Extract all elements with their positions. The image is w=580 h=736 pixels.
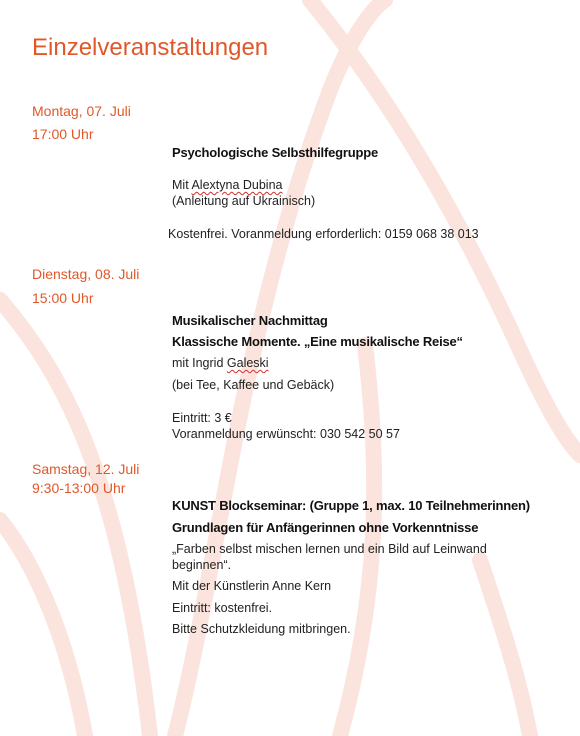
event-1-note: (Anleitung auf Ukrainisch)	[172, 194, 316, 208]
event-3-quote-line-1: „Farben selbst mischen lernen und ein Bild auf Leinwand	[172, 542, 487, 556]
event-3-subheading: Grundlagen für Anfängerinnen ohne Vorkenntnisse	[172, 520, 479, 535]
event-2-heading: Musikalischer Nachmittag	[172, 313, 328, 328]
event-3-date: Samstag, 12. Juli	[32, 461, 140, 477]
event-2-admission: Eintritt: 3 €	[172, 411, 232, 425]
event-2-host	[172, 356, 269, 370]
event-1-heading: Psychologische Selbsthilfegruppe	[172, 145, 378, 160]
event-2-host-name: Galeski	[226, 356, 269, 370]
event-2-time: 15:00 Uhr	[32, 290, 94, 306]
event-1-host	[172, 178, 282, 192]
event-3-heading: KUNST Blockseminar: (Gruppe 1, max. 10 Teilnehmerinnen)	[172, 498, 530, 513]
event-2-registration: Voranmeldung erwünscht: 030 542 50 57	[172, 427, 400, 441]
event-2-note: (bei Tee, Kaffee und Gebäck)	[172, 378, 335, 392]
event-1-time: 17:00 Uhr	[32, 126, 94, 142]
event-2-date: Dienstag, 08. Juli	[32, 266, 140, 282]
event-1-host-name: Alextyna Dubina	[191, 178, 283, 192]
event-1-host-prefix: Mit	[172, 178, 192, 192]
event-3-artist: Mit der Künstlerin Anne Kern	[172, 579, 332, 593]
event-3-time: 9:30-13:00 Uhr	[32, 480, 126, 496]
event-1-info: Kostenfrei. Voranmeldung erforderlich: 0159 068 38 013	[168, 227, 479, 241]
event-3-admission: Eintritt: kostenfrei.	[172, 601, 273, 615]
event-1-date: Montag, 07. Juli	[32, 103, 131, 119]
event-3-note: Bitte Schutzkleidung mitbringen.	[172, 622, 351, 636]
event-3-quote-line-2: beginnen“.	[172, 558, 232, 572]
event-2-subheading: Klassische Momente. „Eine musikalische Reise“	[172, 334, 463, 349]
event-2-host-prefix: mit Ingrid	[172, 356, 227, 370]
page-title: Einzelveranstaltungen	[32, 34, 269, 61]
